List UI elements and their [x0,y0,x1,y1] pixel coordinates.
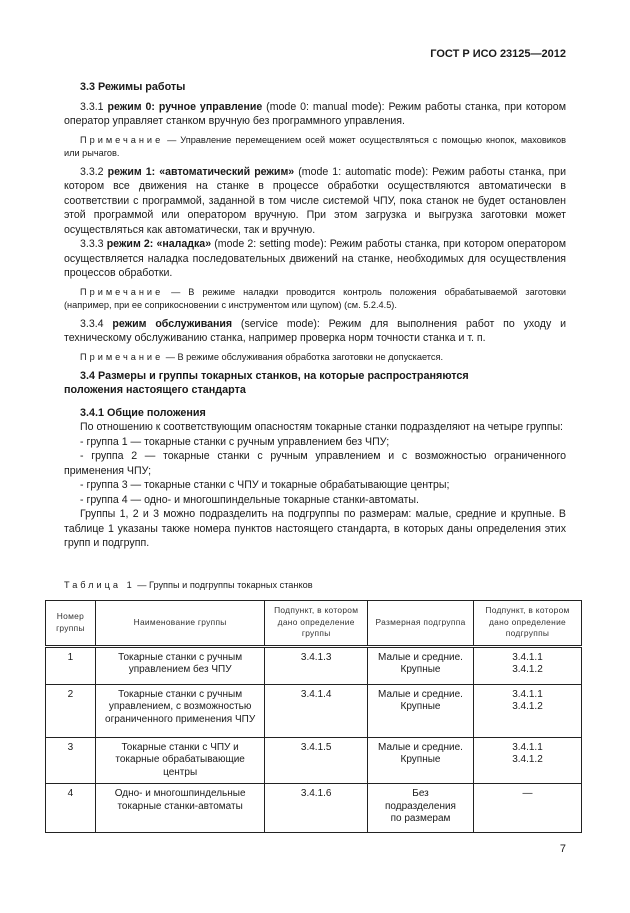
definition: (mode 1: automatic mode): Режим работы станка, при котором все движения на станке в процессе обработки осуществляются автоматически в соответствии с программой, заданной в том числе системой ЧПУ, пока станок не будет остановлен этой программой или оператором вручную. При этом загрузка и выгрузка заготовки может осуществляться как автоматически, так и вручную. [64,165,566,236]
paragraph-3-3-4 [64,317,566,346]
cell-number: 3 [46,737,96,784]
clause-number: 3.3.1 [80,100,108,113]
clause-number: 3.3.3 [80,238,107,250]
paragraph-3-3-3 [64,237,566,281]
header-group-number: Номер группы [46,600,96,646]
group-list-item: - группа 2 — токарные станки с ручным управлением и с возможностью ограниченного применения ЧПУ; [64,450,566,477]
section-heading-3-4: 3.4 Размеры и группы токарных станков, на которые распространяются положения настоящего стандарта [64,369,469,396]
cell-name: Токарные станки с ручным управлением без ЧПУ [95,646,265,684]
note-text: — В режиме наладки проводится контроль положения обрабатываемой заготовки (например, при ее соприкосновении с инструментом или щупом) (см. 5.2.4.5). [64,286,566,310]
groups-table [45,600,582,834]
term: режим 0: ручное управление [107,100,263,113]
table-row [46,784,582,833]
table-row [46,684,582,737]
cell-subgroup: Малые и средние. Крупные [368,646,474,684]
cell-subclause: 3.4.1.1 3.4.1.2 [473,646,581,684]
group-list-item: - группа 3 — токарные станки с ЧПУ и токарные обрабатывающие центры; [80,479,450,491]
definition: (service mode): Режим для выполнения работ по уходу и техническому обслуживанию станка, например проверка норм точности станка и т. п. [64,317,566,344]
header-group-clause: Подпункт, в котором дано определение группы [265,600,368,646]
cell-subclause: — [473,784,581,833]
table-row [46,646,582,684]
header-subgroup-clause: Подпункт, в котором дано определение подгруппы [473,600,581,646]
definition: (mode 2: setting mode): Режим работы станка, при котором оператором осуществляется наладка последовательных движений на станке, необходимых для осуществления процессов обработки. [64,238,566,279]
cell-subgroup: Без подразделения по размерам [368,784,474,833]
page-body [56,0,570,875]
table-caption-label: Таблица 1 [64,579,135,590]
note-label: Примечание [80,286,164,297]
header-group-name: Наименование группы [95,600,265,646]
intro-paragraph: По отношению к соответствующим опасностям токарные станки подразделяют на четыре группы: [80,421,564,433]
clause-number: 3.3.4 [80,317,113,330]
paragraph-3-3-1 [64,100,566,129]
note-1 [64,134,566,160]
cell-clause: 3.4.1.6 [265,784,368,833]
note-text: — Управление перемещением осей может осуществляться с помощью кнопок, маховиков или рычагов. [64,134,566,158]
closing-paragraph: Группы 1, 2 и 3 можно подразделить на подгруппы по размерам: малые, средние и крупные. В таблице 1 указаны также номера пунктов настоящего стандарта, в которых даны определения этих групп и подгрупп. [64,508,566,549]
cell-subclause: 3.4.1.1 3.4.1.2 [473,684,581,737]
cell-name: Одно- и многошпиндельные токарные станки-автоматы [95,784,265,833]
cell-subgroup: Малые и средние. Крупные [368,737,474,784]
group-list-item: - группа 1 — токарные станки с ручным управлением без ЧПУ; [80,435,390,448]
paragraph-3-3-2 [64,165,566,238]
definition: (mode 0: manual mode): Режим работы станка, при котором оператор управляет станком вручную без программного управления. [64,100,566,127]
table-caption [64,579,566,592]
note-3 [64,351,566,364]
cell-name: Токарные станки с ручным управлением, с возможностью ограниченного применения ЧПУ [95,684,265,737]
table-row [46,737,582,784]
note-2 [64,286,566,312]
cell-name: Токарные станки с ЧПУ и токарные обрабатывающие центры [95,737,265,784]
document-header: ГОСТ Р ИСО 23125—2012 [430,48,566,60]
term: режим 1: «автоматический режим» [107,165,295,178]
table-header-row [46,600,582,646]
term: режим обслуживания [112,317,233,330]
cell-number: 1 [46,646,96,684]
page-number: 7 [559,843,566,855]
cell-number: 4 [46,784,96,833]
term: режим 2: «наладка» [106,238,212,250]
group-list-item: - группа 4 — одно- и многошпиндельные токарные станки-автоматы. [80,493,419,506]
note-text: — В режиме обслуживания обработка заготовки не допускается. [163,351,444,362]
note-label: Примечание [80,351,164,362]
cell-clause: 3.4.1.3 [265,646,368,684]
cell-subclause: 3.4.1.1 3.4.1.2 [473,737,581,784]
cell-number: 2 [46,684,96,737]
cell-clause: 3.4.1.5 [265,737,368,784]
clause-number: 3.3.2 [80,165,108,178]
note-label: Примечание [80,134,164,145]
header-size-subgroup: Размерная подгруппа [368,600,474,646]
cell-clause: 3.4.1.4 [265,684,368,737]
subsection-heading-3-4-1: 3.4.1 Общие положения [80,406,206,419]
section-heading-3-3: 3.3 Режимы работы [80,81,186,93]
cell-subgroup: Малые и средние. Крупные [368,684,474,737]
table-caption-text: — Группы и подгруппы токарных станков [134,579,313,590]
